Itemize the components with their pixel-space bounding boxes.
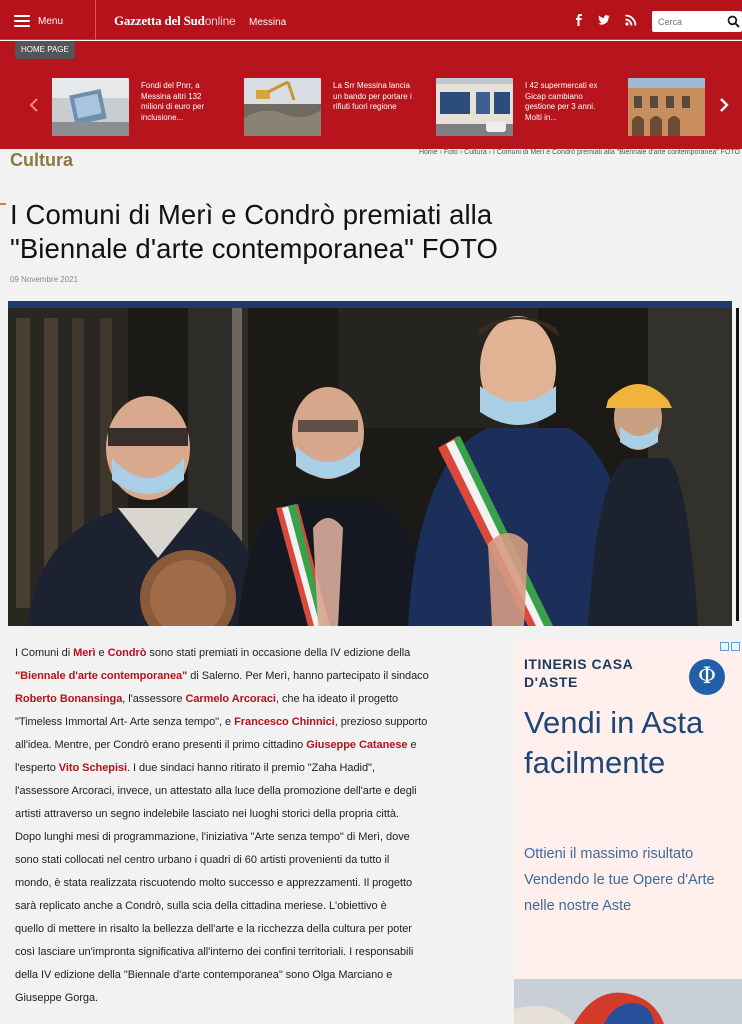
title-accent (0, 203, 6, 205)
logo-suffix-text: online (204, 14, 236, 28)
news-item[interactable] (52, 78, 223, 136)
body-line: così lasciare un'impronta significativa all'interno dei confini territoriali. I responsabili (15, 946, 414, 958)
carousel-next-button[interactable] (717, 97, 731, 115)
edition-city[interactable]: Messina (249, 17, 287, 28)
body-text: , l'assessore (122, 693, 186, 705)
body-text: I Comuni di (15, 647, 74, 659)
news-item[interactable] (436, 78, 607, 136)
article-title (10, 198, 730, 266)
search-icon[interactable] (727, 15, 740, 28)
breadcrumb-separator: › (437, 149, 444, 156)
chevron-right-icon (719, 97, 729, 113)
body-line: quello di mettere in risalto la bellezza dell'arte e la ricchezza della cultura per poter (15, 923, 412, 935)
news-item[interactable] (628, 78, 705, 136)
body-link-vito-schepisi[interactable]: Vito Schepisi (58, 762, 128, 774)
news-thumbnail (52, 78, 129, 136)
section-title[interactable]: Cultura (10, 150, 73, 170)
search-input[interactable] (658, 14, 722, 29)
body-text: di Salerno. Per Merì, hanno partecipato il sindaco (187, 670, 429, 682)
article-photo[interactable] (8, 308, 732, 626)
breadcrumb-home[interactable]: Home (418, 149, 438, 156)
news-item-title: La Srr Messina lancia un bando per portare i rifiuti fuori regione (333, 81, 412, 111)
search-box (652, 11, 742, 32)
body-link-biennale[interactable]: "Biennale d'arte contemporanea" (15, 670, 188, 682)
top-navigation-bar (0, 0, 742, 40)
body-line: sono stati collocati nel centro urbano i quadri di 60 artisti provenienti da tutto il (15, 854, 390, 866)
breadcrumb-foto[interactable]: Foto (443, 149, 458, 156)
ad-subtext: Ottieni il massimo risultato Vendendo le tue Opere d'Arte nelle nostre Aste (524, 846, 715, 914)
body-text: "Timeless Immortal Art- Arte senza tempo", e (15, 716, 235, 728)
breadcrumb-cultura[interactable]: Cultura (464, 149, 487, 156)
news-thumbnail (436, 78, 513, 136)
logo-main-text: Gazzetta del Sud (114, 13, 205, 28)
body-text: sono stati premiati in occasione della IV edizione della (146, 647, 411, 659)
ad-image (514, 979, 742, 1024)
body-text: . I due sindaci hanno ritirato il premio "Zaha Hadid", (127, 762, 375, 774)
body-line: artisti attraverso un segno indelebile lasciato nei luoghi storici della propria città. (15, 808, 399, 820)
body-text: , che ha ideato il progetto (275, 693, 399, 705)
article-title-line-2: "Biennale d'arte contemporanea" FOTO (10, 233, 498, 264)
ad-brand: ITINERIS CASA D'ASTE (524, 656, 633, 690)
site-logo[interactable] (114, 13, 236, 29)
body-link-condro[interactable]: Condrò (107, 647, 147, 659)
body-text: e (407, 739, 417, 751)
news-thumbnail (244, 78, 321, 136)
article-body (15, 642, 499, 1010)
photo-top-bar (8, 301, 732, 308)
photo-edge (736, 308, 739, 621)
menu-button[interactable] (14, 8, 63, 34)
twitter-icon[interactable] (597, 13, 611, 27)
menu-label: Menu (38, 15, 64, 27)
body-text: all'idea. Mentre, per Condrò erano presenti il primo cittadino (15, 739, 307, 751)
home-page-tag[interactable]: HOME PAGE (15, 41, 75, 59)
body-line: sarà replicato anche a Condrò, sulla scia della cittadina meriese. L'obiettivo è (15, 900, 387, 912)
body-line: l'assessore Arcoraci, invece, un attestato alla luce della promozione dell'arte e degli (15, 785, 417, 797)
body-link-meri[interactable]: Merì (73, 647, 96, 659)
breadcrumb-separator: › (457, 149, 465, 156)
body-line: Giuseppe Gorga. (15, 992, 99, 1004)
carousel-prev-button[interactable] (27, 97, 41, 115)
body-text: l'esperto (15, 762, 59, 774)
body-link-francesco-chinnici[interactable]: Francesco Chinnici (234, 716, 335, 728)
facebook-icon[interactable] (572, 13, 586, 27)
body-link-giuseppe-catanese[interactable]: Giuseppe Catanese (306, 739, 408, 751)
ad-choices-icon[interactable] (720, 642, 740, 652)
body-text: , prezioso supporto (334, 716, 428, 728)
body-link-roberto-bonansinga[interactable]: Roberto Bonansinga (15, 693, 123, 705)
body-link-carmelo-arcoraci[interactable]: Carmelo Arcoraci (185, 693, 276, 705)
news-item[interactable] (244, 78, 415, 136)
body-line: della IV edizione della "Biennale d'arte contemporanea" sono Olga Marciano e (15, 969, 393, 981)
breadcrumb-current: I Comuni di Merì e Condrò premiati alla "Biennale d'arte contemporanea" FOTO (492, 149, 740, 156)
chevron-left-icon (29, 97, 39, 113)
ad-headline: Vendi in Asta facilmente (524, 705, 704, 780)
breadcrumb-separator: › (486, 149, 493, 156)
article-title-line-1: I Comuni di Merì e Condrò premiati alla (10, 199, 493, 230)
rss-icon[interactable] (624, 13, 638, 27)
news-item-title: Fondi del Pnrr, a Messina altri 132 milioni di euro per inclusione... (141, 81, 205, 122)
body-line: Dopo lunghi mesi di programmazione, l'iniziativa "Arte senza tempo" di Merì, dove (15, 831, 410, 843)
news-carousel (0, 41, 742, 149)
body-text: e (95, 647, 108, 659)
ad-logo-icon: Φ (689, 659, 725, 695)
hamburger-icon (14, 15, 30, 27)
body-line: mondo, è stata realizzata riscuotendo molto successo e apprezzamenti. Il progetto (15, 877, 413, 889)
news-thumbnail (628, 78, 705, 136)
header-divider (95, 0, 96, 40)
news-item-title: I 42 supermercati ex Gicap cambiano gestione per 3 anni. Molti in... (525, 81, 598, 122)
publish-date: 09 Novembre 2021 (10, 275, 79, 284)
breadcrumb (410, 148, 740, 157)
advertisement[interactable] (514, 641, 742, 1024)
